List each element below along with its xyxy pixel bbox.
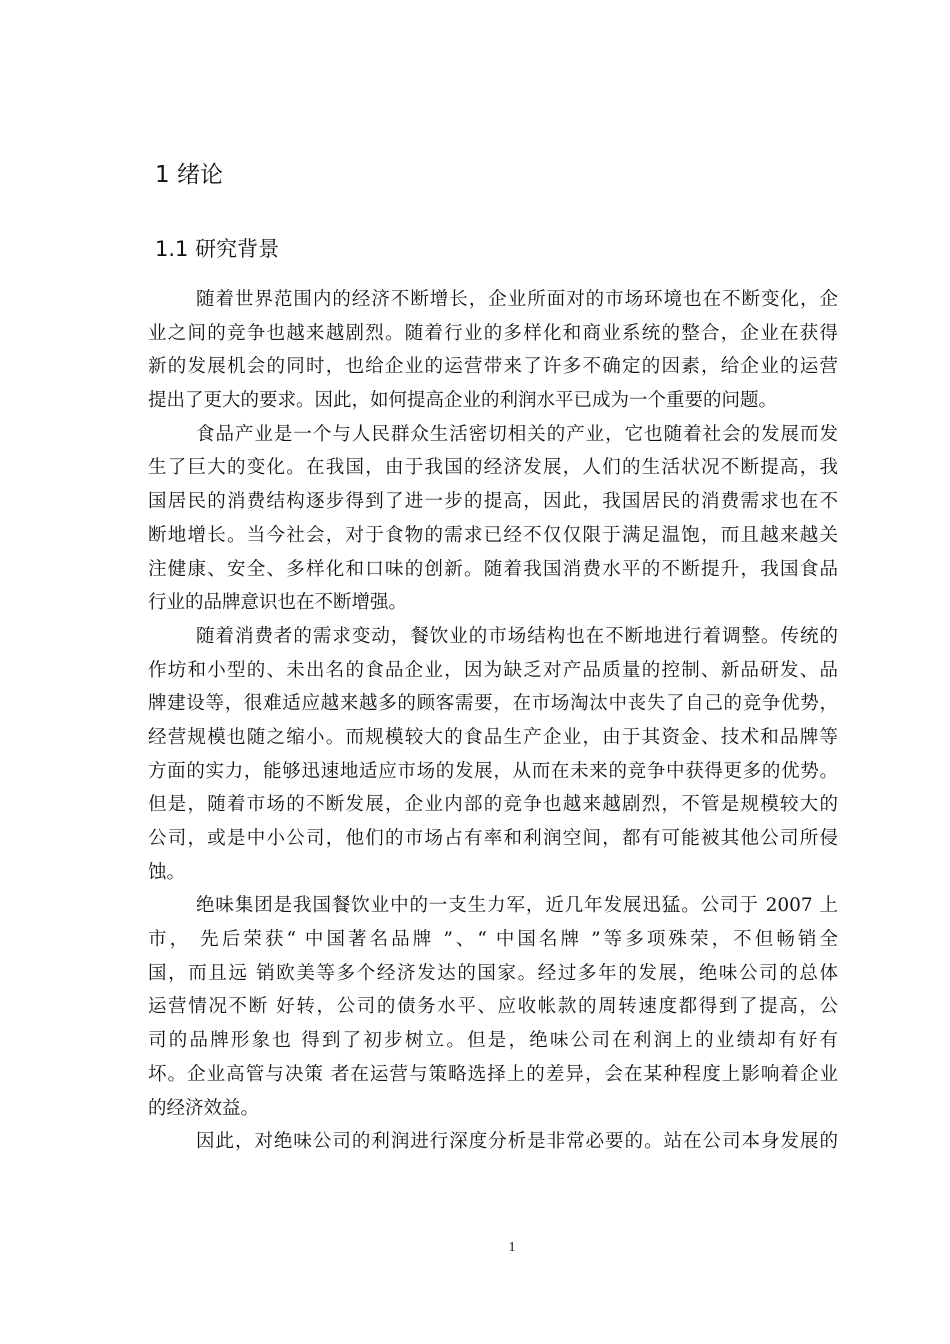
- paragraph-line: 方面的实力，能够迅速地适应市场的发展，从而在未来的竞争中获得更多的优势。: [148, 760, 838, 782]
- paragraph-line: 提出了更大的要求。因此，如何提高企业的利润水平已成为一个重要的问题。: [148, 390, 778, 412]
- paragraph-line: 注健康、安全、多样化和口味的创新。随着我国消费水平的不断提升，我国食品: [148, 558, 838, 580]
- paragraph-line: 食品产业是一个与人民群众生活密切相关的产业，它也随着社会的发展而发: [196, 423, 838, 445]
- paragraph-line: 国，而且远 销欧美等多个经济发达的国家。经过多年的发展，绝味公司的总体: [148, 962, 838, 984]
- page-number: 1: [508, 1240, 516, 1255]
- paragraph-line: 司的品牌形象也 得到了初步树立。但是，绝味公司在利润上的业绩却有好有: [148, 1030, 838, 1052]
- paragraph-line: 但是，随着市场的不断发展，企业内部的竞争也越来越剧烈，不管是规模较大的: [148, 794, 838, 816]
- paragraph-line: 蚀。: [148, 861, 186, 883]
- body-text: [148, 283, 838, 1159]
- paragraph-line: 国居民的消费结构逐步得到了进一步的提高，因此，我国居民的消费需求也在不: [148, 491, 838, 513]
- section-heading: 1.1 研究背景: [155, 237, 280, 261]
- paragraph-line: 的经济效益。: [148, 1097, 260, 1119]
- paragraph-line: 业之间的竞争也越来越剧烈。随着行业的多样化和商业系统的整合，企业在获得: [148, 322, 838, 344]
- paragraph-line: 市， 先后荣获“ 中国著名品牌 ”、“ 中国名牌 ”等多项殊荣，不但畅销全: [148, 929, 838, 951]
- paragraph-line: 生了巨大的变化。在我国，由于我国的经济发展，人们的生活状况不断提高，我: [148, 457, 838, 479]
- paragraph-line: 断地增长。当今社会，对于食物的需求已经不仅仅限于满足温饱，而且越来越关: [148, 524, 838, 546]
- paragraph-line: 行业的品牌意识也在不断增强。: [148, 592, 408, 614]
- paragraph-line: 坏。企业高管与决策 者在运营与策略选择上的差异，会在某种程度上影响着企业: [148, 1063, 838, 1085]
- paragraph-line: 随着世界范围内的经济不断增长，企业所面对的市场环境也在不断变化，企: [196, 289, 838, 310]
- chapter-heading: 1 绪论: [155, 162, 223, 188]
- paragraph-line: 随着消费者的需求变动，餐饮业的市场结构也在不断地进行着调整。传统的: [196, 625, 838, 647]
- paragraph-line: 经营规模也随之缩小。而规模较大的食品生产企业，由于其资金、技术和品牌等: [148, 726, 838, 748]
- paragraph-line: 运营情况不断 好转，公司的债务水平、应收帐款的周转速度都得到了提高，公: [148, 996, 838, 1018]
- paragraph-line: 新的发展机会的同时，也给企业的运营带来了许多不确定的因素，给企业的运营: [148, 356, 838, 378]
- paragraph-line: 牌建设等，很难适应越来越多的顾客需要，在市场淘汰中丧失了自己的竞争优势，: [148, 693, 838, 715]
- paragraph-line: 绝味集团是我国餐饮业中的一支生力军，近几年发展迅猛。公司于 2007 上: [196, 895, 838, 917]
- paragraph-line: 作坊和小型的、未出名的食品企业，因为缺乏对产品质量的控制、新品研发、品: [148, 659, 838, 681]
- paragraph-line: 因此，对绝味公司的利润进行深度分析是非常必要的。站在公司本身发展的: [196, 1131, 838, 1153]
- paragraph-line: 公司，或是中小公司，他们的市场占有率和利润空间，都有可能被其他公司所侵: [148, 828, 838, 849]
